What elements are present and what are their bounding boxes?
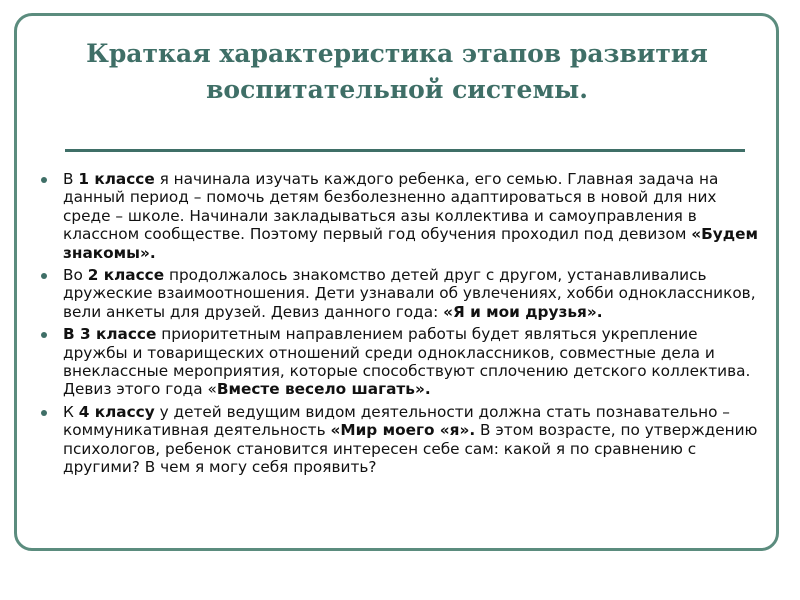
bullet-icon [41, 177, 47, 183]
bullet-icon [41, 273, 47, 279]
bullet-icon [41, 410, 47, 416]
stage-text-after: В этом возрасте, по утверждению психологов, ребенок становится интересен себе сам: какой я по сравнению с другими? В чем я могу себя проявить? [63, 421, 758, 477]
stage-grade: 2 классе [87, 266, 165, 285]
stage-motto: «Я и мои друзья». [443, 302, 603, 321]
stage-motto: «Будем знакомы». [63, 225, 758, 262]
stage-text: приоритетным направлением работы будет являться укрепление дружбы и товарищеских отношений среди одноклассников, совместные дела и внеклассные мероприятия, которые способствуют сплочению детского коллектива. Девиз этого года « [63, 325, 751, 399]
stage-motto: Вместе весело шагать». [216, 380, 431, 399]
stage-prefix: В [63, 170, 79, 188]
stages-list [37, 170, 767, 481]
stage-item-grade-4 [37, 403, 767, 477]
stage-prefix: Во [63, 266, 88, 285]
slide-frame [14, 13, 779, 551]
stage-text: у детей ведущим видом деятельности должна стать познавательно – коммуникативная деятельность [63, 402, 730, 440]
title-line-2: воспитательной системы. [206, 75, 588, 104]
title-divider [65, 149, 745, 152]
stage-prefix: К [63, 402, 79, 421]
stage-grade: 1 классе [78, 170, 155, 188]
title-line-1: Краткая характеристика этапов развития [86, 39, 708, 68]
stage-grade: В 3 классе [63, 325, 157, 344]
bullet-icon [41, 332, 47, 338]
stage-text: продолжалось знакомство детей друг с другом, устанавливались дружеские взаимоотношения. Дети узнавали об увлечениях, хобби одноклассников, вели анкеты для друзей. Девиз данного года: [63, 266, 756, 321]
stage-grade: 4 классу [78, 402, 155, 421]
stage-item-grade-2 [37, 266, 767, 321]
stage-item-grade-3 [37, 325, 767, 399]
stage-text: я начинала изучать каждого ребенка, его семью. Главная задача на данный период – помочь детям безболезненно адаптироваться в новой для них среде – школе. Начинали закладываться азы коллектива и самоуправления в классном сообществе. Поэтому первый год обучения проходил под девизом [63, 170, 719, 244]
stage-motto: «Мир моего «я». [330, 421, 476, 440]
slide-title [57, 36, 737, 108]
stage-item-grade-1 [37, 170, 767, 262]
